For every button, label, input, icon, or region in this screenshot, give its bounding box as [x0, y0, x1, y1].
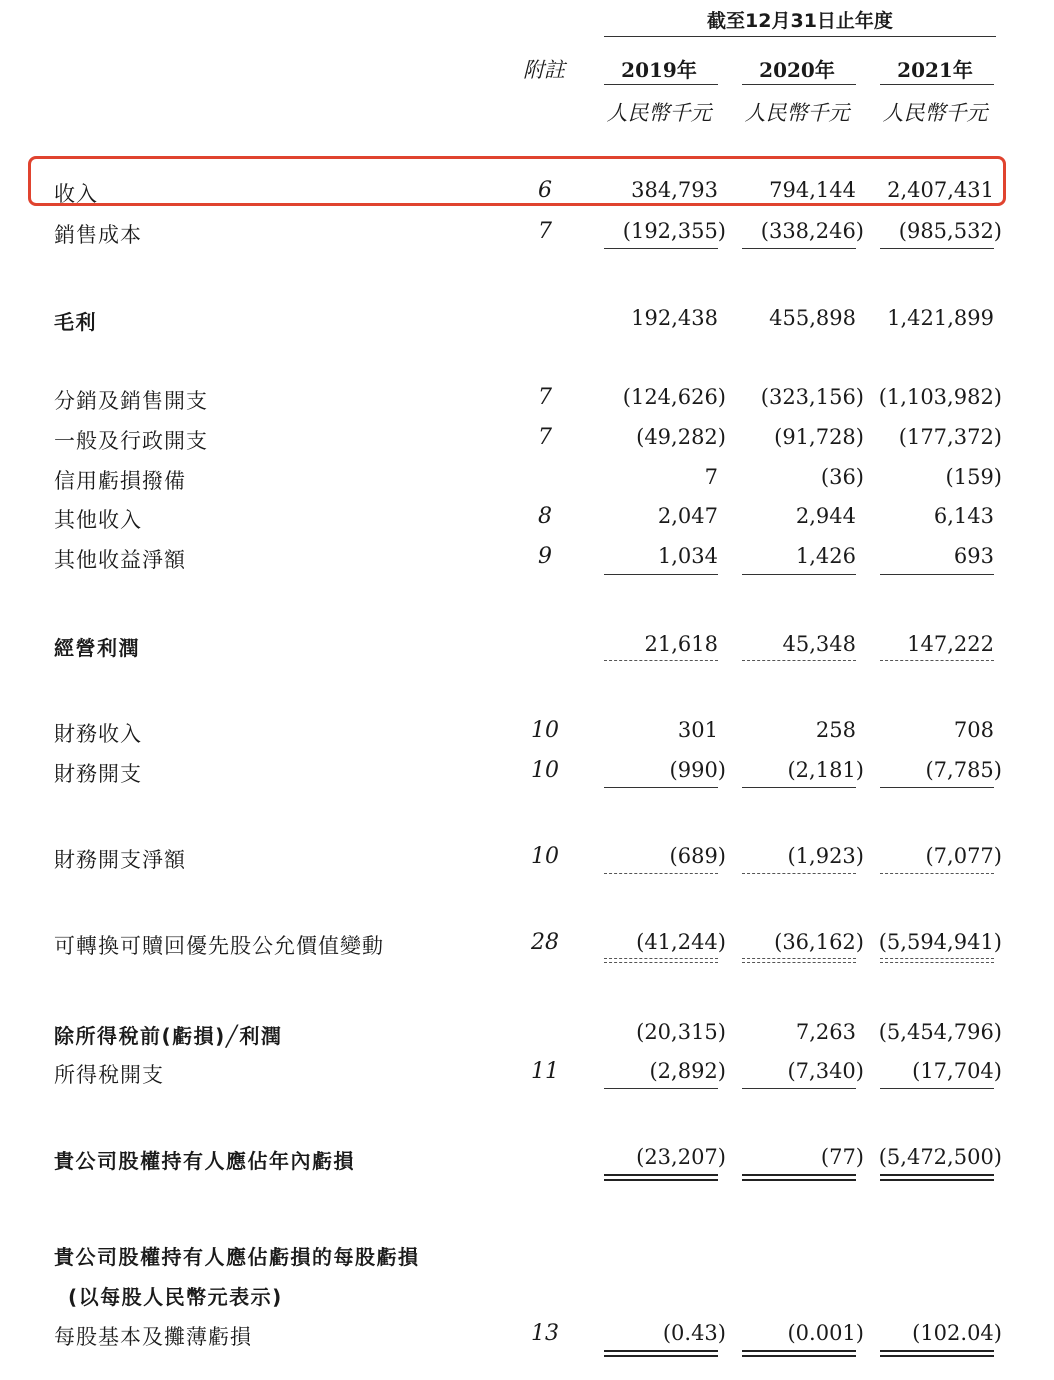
- row-value: 21,618: [644, 632, 718, 656]
- row-label-net-finance-costs: 財務開支淨額: [54, 848, 186, 872]
- dashed-line: [742, 962, 856, 963]
- row-value: (7,340): [787, 1059, 864, 1083]
- double-total-line: [742, 1174, 856, 1181]
- eps-section-subheading: (以每股人民幣元表示): [68, 1285, 283, 1309]
- subtotal-line: [880, 574, 994, 575]
- row-note: 6: [538, 178, 552, 203]
- subtotal-line: [742, 248, 856, 249]
- row-note: 11: [531, 1059, 559, 1084]
- subtotal-line: [604, 787, 718, 788]
- subtotal-line: [880, 787, 994, 788]
- row-value: 1,034: [657, 544, 718, 568]
- double-total-line: [604, 1174, 718, 1181]
- row-value: (985,532): [898, 219, 1002, 243]
- row-value: 2,407,431: [887, 178, 994, 202]
- eps-section-heading: 貴公司股權持有人應佔虧損的每股虧損: [54, 1245, 420, 1269]
- row-value: (102.04): [912, 1321, 1002, 1345]
- row-value: (2,181): [787, 758, 864, 782]
- revenue-highlight-box: [28, 156, 1006, 206]
- subtotal-line: [742, 1088, 856, 1089]
- dashed-line: [604, 873, 718, 874]
- row-label-other-income: 其他收入: [54, 508, 142, 532]
- row-value: (1,103,982): [878, 385, 1002, 409]
- double-total-line: [880, 1174, 994, 1181]
- period-header: 截至12月31日止年度: [707, 10, 893, 32]
- year-2020-header: 2020年: [759, 58, 835, 82]
- row-value: (41,244): [636, 930, 726, 954]
- row-label-other-gains: 其他收益淨額: [54, 548, 186, 572]
- row-value: (338,246): [760, 219, 864, 243]
- row-value: (36,162): [774, 930, 864, 954]
- row-note: 28: [531, 930, 559, 955]
- year-underline-3: [880, 84, 994, 85]
- row-value: (5,472,500): [878, 1145, 1002, 1169]
- double-total-line: [742, 1350, 856, 1357]
- dashed-line: [604, 958, 718, 959]
- row-value: (7,785): [925, 758, 1002, 782]
- row-value: (990): [669, 758, 726, 782]
- row-label-cost-of-sales: 銷售成本: [54, 223, 142, 247]
- row-value: (17,704): [912, 1059, 1002, 1083]
- row-label-gross-profit: 毛利: [54, 310, 97, 334]
- row-value: 258: [815, 718, 856, 742]
- subtotal-line: [742, 574, 856, 575]
- period-underline: [604, 36, 996, 37]
- row-value: (0.43): [662, 1321, 726, 1345]
- double-total-line: [880, 1350, 994, 1357]
- row-value: (5,594,941): [878, 930, 1002, 954]
- row-value: (177,372): [898, 425, 1002, 449]
- subtotal-line: [880, 248, 994, 249]
- dashed-line: [604, 660, 718, 661]
- row-label-finance-costs: 財務開支: [54, 762, 142, 786]
- row-value: (2,892): [649, 1059, 726, 1083]
- row-label-admin-expenses: 一般及行政開支: [54, 429, 208, 453]
- row-note: 10: [531, 844, 559, 869]
- row-value: 7: [704, 465, 718, 489]
- dashed-line: [742, 958, 856, 959]
- row-value: (91,728): [774, 425, 864, 449]
- dashed-line: [880, 958, 994, 959]
- row-note: 9: [538, 544, 552, 569]
- unit-2019: 人民幣千元: [606, 101, 712, 125]
- row-label-basic-diluted-eps: 每股基本及攤薄虧損: [54, 1325, 252, 1349]
- row-note: 10: [531, 758, 559, 783]
- row-value: (0.001): [787, 1321, 864, 1345]
- dashed-line: [742, 873, 856, 874]
- unit-2021: 人民幣千元: [882, 101, 988, 125]
- row-value: 384,793: [631, 178, 718, 202]
- row-label-credit-loss: 信用虧損撥備: [54, 469, 186, 493]
- row-value: (323,156): [760, 385, 864, 409]
- row-note: 13: [531, 1321, 559, 1346]
- note-column-header: 附註: [523, 58, 565, 82]
- row-label-preferred-shares-fv-change: 可轉換可贖回優先股公允價值變動: [54, 934, 384, 958]
- subtotal-line: [604, 248, 718, 249]
- row-label-finance-income: 財務收入: [54, 722, 142, 746]
- row-value: (5,454,796): [878, 1020, 1002, 1044]
- unit-2020: 人民幣千元: [744, 101, 850, 125]
- subtotal-line: [604, 574, 718, 575]
- row-label-revenue: 收入: [54, 182, 98, 206]
- row-label-operating-profit: 經營利潤: [54, 636, 140, 660]
- row-value: 708: [953, 718, 994, 742]
- year-2021-header: 2021年: [897, 58, 973, 82]
- row-value: 45,348: [782, 632, 856, 656]
- subtotal-line: [604, 1088, 718, 1089]
- dashed-line: [880, 660, 994, 661]
- row-label-income-tax: 所得稅開支: [54, 1063, 164, 1087]
- year-underline-2: [742, 84, 856, 85]
- dashed-line: [880, 873, 994, 874]
- row-value: 6,143: [933, 504, 994, 528]
- year-2019-header: 2019年: [621, 58, 697, 82]
- row-note: 7: [538, 385, 552, 410]
- row-label-loss-attributable: 貴公司股權持有人應佔年內虧損: [54, 1149, 355, 1173]
- row-value: (689): [669, 844, 726, 868]
- row-value: 192,438: [631, 306, 718, 330]
- row-value: (23,207): [636, 1145, 726, 1169]
- year-underline-1: [604, 84, 718, 85]
- subtotal-line: [742, 787, 856, 788]
- row-value: 1,426: [795, 544, 856, 568]
- row-value: 147,222: [907, 632, 994, 656]
- row-value: (124,626): [622, 385, 726, 409]
- row-note: 10: [531, 718, 559, 743]
- double-total-line: [604, 1350, 718, 1357]
- row-value: 455,898: [769, 306, 856, 330]
- dashed-line: [742, 660, 856, 661]
- row-value: (7,077): [925, 844, 1002, 868]
- row-label-distribution-expenses: 分銷及銷售開支: [54, 389, 208, 413]
- subtotal-line: [880, 1088, 994, 1089]
- row-value: (1,923): [787, 844, 864, 868]
- row-value: 794,144: [769, 178, 856, 202]
- row-value: (192,355): [622, 219, 726, 243]
- row-value: (36): [820, 465, 864, 489]
- row-note: 7: [538, 425, 552, 450]
- row-value: 2,944: [795, 504, 856, 528]
- row-value: (49,282): [636, 425, 726, 449]
- row-value: (159): [945, 465, 1002, 489]
- row-value: 2,047: [657, 504, 718, 528]
- row-value: (20,315): [636, 1020, 726, 1044]
- row-label-pretax-result: 除所得稅前(虧損)╱利潤: [54, 1024, 283, 1048]
- row-note: 8: [538, 504, 552, 529]
- dashed-line: [880, 962, 994, 963]
- row-value: (77): [820, 1145, 864, 1169]
- row-value: 1,421,899: [887, 306, 994, 330]
- row-value: 7,263: [795, 1020, 856, 1044]
- row-value: 301: [677, 718, 718, 742]
- row-value: 693: [953, 544, 994, 568]
- dashed-line: [604, 962, 718, 963]
- row-note: 7: [538, 219, 552, 244]
